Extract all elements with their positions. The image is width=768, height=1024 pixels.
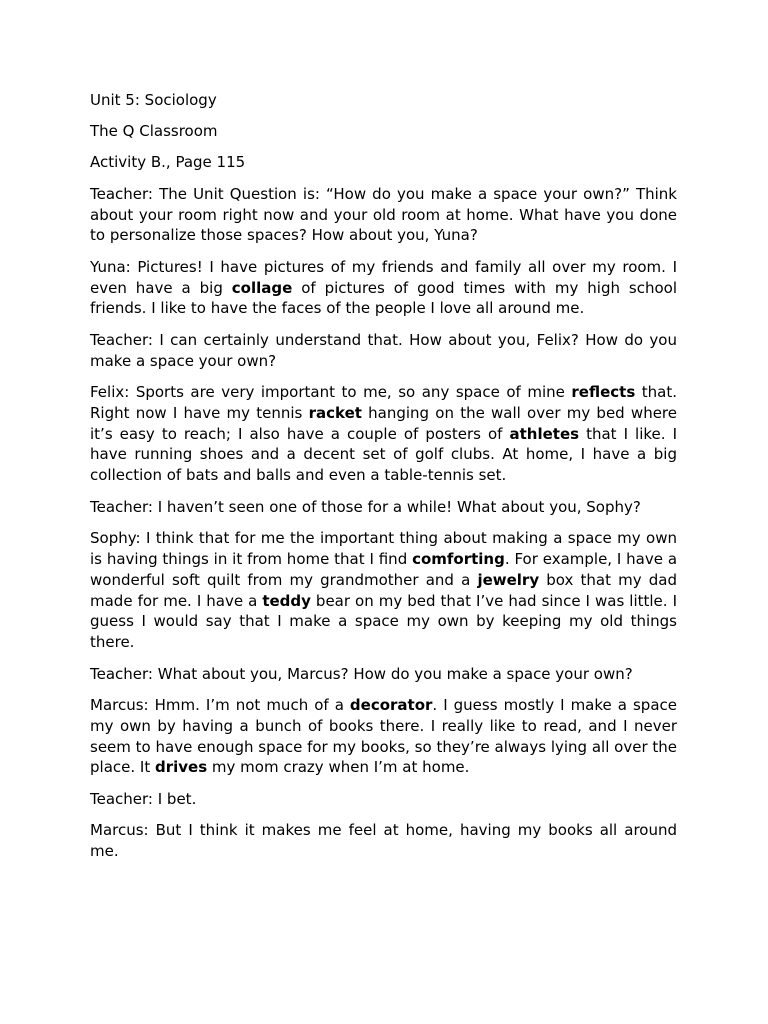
- dialogue-text: bear on my bed that I’ve had since I was little. I guess I would say that I make a space my own by keeping my old things there.: [90, 591, 677, 652]
- dialogue-text: that. Right now I have my tennis: [90, 382, 678, 422]
- dialogue-text: Teacher: I bet.: [90, 789, 197, 808]
- dialogue-text: of pictures of good times with my high school friends. I like to have the faces of the people I love all around me.: [90, 278, 677, 318]
- dialogue-paragraph: [90, 184, 677, 247]
- dialogue-text: my mom crazy when I’m at home.: [207, 758, 470, 777]
- dialogue-paragraph: [90, 820, 677, 862]
- vocabulary-word: collage: [231, 278, 293, 297]
- dialogue: [90, 184, 677, 862]
- dialogue-text: Yuna: Pictures! I have pictures of my friends and family all over my room. I even have a big: [90, 257, 677, 297]
- dialogue-text: that I like. I have running shoes and a decent set of golf clubs. At home, I have a big collection of bats and balls and even a table-tennis set.: [90, 424, 677, 485]
- vocabulary-word: decorator: [349, 695, 433, 714]
- dialogue-paragraph: [90, 257, 677, 320]
- dialogue-text: Teacher: I can certainly understand that. How about you, Felix? How do you make a space your own?: [90, 330, 677, 370]
- vocabulary-word: jewelry: [477, 570, 540, 589]
- dialogue-text: Marcus: Hmm. I’m not much of a: [90, 695, 350, 714]
- dialogue-paragraph: [90, 695, 677, 779]
- dialogue-text: hanging on the wall over my bed where it’s easy to reach; I also have a couple of posters of: [90, 403, 677, 443]
- dialogue-paragraph: [90, 497, 677, 518]
- dialogue-text: Teacher: The Unit Question is: “How do you make a space your own?” Think about your room right now and your old room at home. What have you done to personalize those spaces? How about you, Yuna?: [90, 184, 677, 245]
- dialogue-paragraph: [90, 528, 677, 653]
- dialogue-paragraph: [90, 382, 677, 487]
- vocabulary-word: comforting: [412, 549, 505, 568]
- unit-heading: Unit 5: Sociology: [90, 91, 217, 109]
- vocabulary-word: athletes: [509, 424, 580, 443]
- dialogue-text: Teacher: What about you, Marcus? How do you make a space your own?: [90, 664, 633, 683]
- dialogue-text: Felix: Sports are very important to me, so any space of mine: [90, 382, 572, 401]
- vocabulary-word: drives: [154, 758, 208, 777]
- dialogue-text: . For example, I have a wonderful soft quilt from my grandmother and a: [90, 549, 678, 589]
- vocabulary-word: racket: [308, 403, 362, 422]
- dialogue-paragraph: [90, 330, 677, 372]
- dialogue-paragraph: [90, 664, 677, 685]
- dialogue-paragraph: [90, 789, 677, 810]
- dialogue-text: . I guess mostly I make a space my own by having a bunch of books there. I really like to read, and I never seem to have enough space for my books, so they’re always lying all over the place. It: [90, 695, 677, 777]
- dialogue-text: Teacher: I haven’t seen one of those for a while! What about you, Sophy?: [90, 497, 641, 516]
- dialogue-text: box that my dad made for me. I have a: [90, 570, 677, 610]
- activity-heading: Activity B., Page 115: [90, 153, 246, 172]
- dialogue-text: Marcus: But I think it makes me feel at home, having my books all around me.: [90, 820, 677, 860]
- vocabulary-word: teddy: [262, 591, 311, 610]
- section-heading: The Q Classroom: [90, 122, 218, 141]
- document-page: [90, 90, 677, 872]
- dialogue-text: Sophy: I think that for me the important thing about making a space my own is having things in it from home that I find: [90, 528, 677, 568]
- vocabulary-word: reflects: [571, 382, 636, 401]
